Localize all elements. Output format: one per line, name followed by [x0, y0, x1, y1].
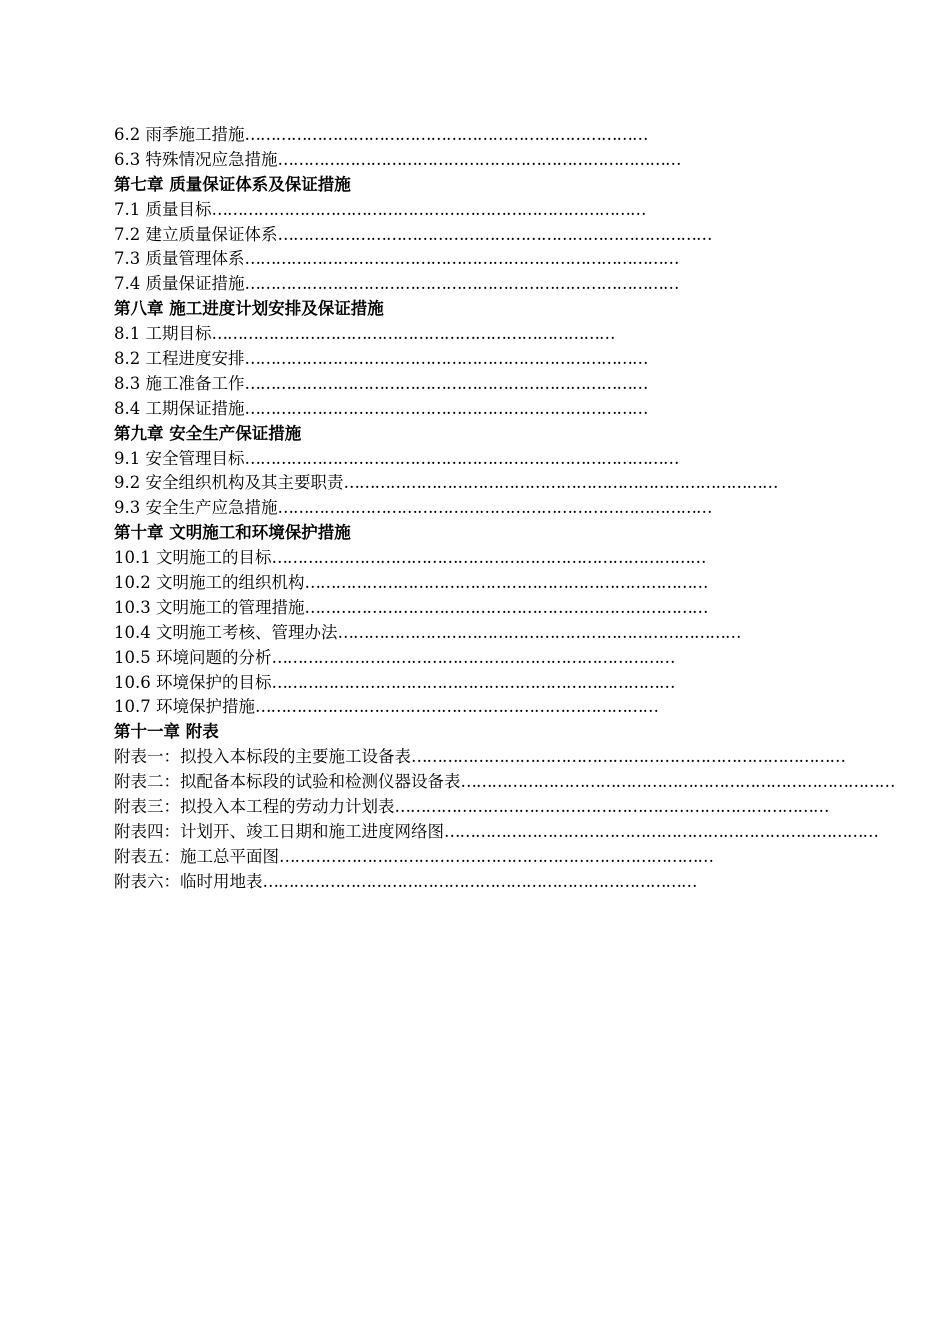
toc-entry-title: 附表三：拟投入本工程的劳动力计划表: [114, 797, 395, 817]
toc-dot-leader: ……………………………………………………………………: [244, 398, 648, 418]
toc-entry-title: 7.4 质量保证措施: [114, 274, 245, 294]
toc-entry-title: 10.1 文明施工的目标: [114, 548, 272, 568]
toc-entry-title: 7.1 质量目标: [114, 199, 212, 219]
toc-entry: [114, 223, 736, 248]
toc-dot-leader: …………………………………………………………………………: [394, 797, 829, 817]
toc-entry: [114, 272, 736, 297]
toc-entry: [114, 247, 736, 272]
toc-entry-title: 附表五：施工总平面图: [114, 846, 279, 866]
toc-entry: [114, 596, 732, 621]
toc-entry-title: 第九章 安全生产保证措施: [114, 423, 302, 443]
toc-entry: [114, 148, 722, 173]
toc-dot-leader: ……………………………………………………………………: [254, 697, 658, 717]
toc-entry-title: 8.1 工期目标: [114, 324, 212, 344]
toc-entry-title: 6.2 雨季施工措施: [114, 125, 245, 144]
toc-entry: [114, 870, 746, 895]
toc-dot-leader: …………………………………………………………………………: [244, 448, 679, 468]
toc-dot-leader: …………………………………………………………………………: [411, 747, 845, 767]
toc-entry-title: 8.3 施工准备工作: [114, 373, 245, 393]
toc-entry: [114, 646, 732, 671]
toc-entry: [114, 770, 895, 795]
toc-entry: [114, 397, 722, 422]
toc-chapter-heading: [114, 297, 722, 322]
toc-dot-leader: ……………………………………………………………………: [277, 149, 681, 169]
toc-entry: [114, 471, 778, 496]
toc-entry-title: 8.4 工期保证措施: [114, 398, 245, 418]
toc-dot-leader: …………………………………………………………………………: [277, 498, 712, 518]
toc-entry: [114, 671, 732, 696]
toc-entry-title: 10.4 文明施工考核、管理办法: [114, 622, 338, 642]
toc-entry-title: 9.1 安全管理目标: [114, 448, 245, 468]
toc-dot-leader: …………………………………………………………………………: [279, 846, 713, 866]
toc-entry: [114, 123, 722, 148]
toc-entry: [114, 546, 746, 571]
toc-chapter-heading: [114, 173, 722, 198]
toc-entry-title: 第十章 文明施工和环境保护措施: [114, 523, 351, 543]
toc-entry-title: 10.2 文明施工的组织机构: [114, 573, 305, 593]
toc-entry: [114, 845, 746, 870]
toc-entry-title: 10.5 环境问题的分析: [114, 647, 272, 667]
toc-entry-title: 6.3 特殊情况应急措施: [114, 149, 278, 169]
toc-dot-leader: ……………………………………………………………………: [211, 324, 615, 344]
toc-entry: [114, 745, 845, 770]
toc-entry-title: 10.6 环境保护的目标: [114, 672, 272, 692]
toc-entry-title: 附表二：拟配备本标段的试验和检测仪器设备表: [114, 772, 461, 792]
toc-entry: [114, 571, 732, 596]
toc-entry-title: 8.2 工程进度安排: [114, 349, 245, 369]
toc-entry: [114, 198, 736, 223]
toc-dot-leader: …………………………………………………………………………: [343, 473, 778, 493]
toc-dot-leader: ……………………………………………………………………: [304, 573, 708, 593]
toc-dot-leader: ……………………………………………………………………: [244, 125, 648, 144]
toc-dot-leader: …………………………………………………………………………: [244, 274, 679, 294]
toc-entry-title: 7.2 建立质量保证体系: [114, 224, 278, 244]
toc-dot-leader: …………………………………………………………………………: [244, 249, 679, 269]
toc-entry-title: 第八章 施工进度计划安排及保证措施: [114, 299, 384, 319]
toc-entry-title: 10.7 环境保护措施: [114, 697, 255, 717]
toc-entry-title: 附表六：临时用地表: [114, 871, 263, 891]
toc-dot-leader: …………………………………………………………………………: [444, 821, 878, 841]
toc-dot-leader: ……………………………………………………………………: [271, 672, 675, 692]
toc-chapter-heading: [114, 720, 722, 745]
toc-entry-title: 第十一章 附表: [114, 722, 219, 742]
toc-entry: [114, 347, 722, 372]
toc-entry-title: 10.3 文明施工的管理措施: [114, 597, 305, 617]
toc-dot-leader: …………………………………………………………………………: [211, 199, 646, 219]
toc-dot-leader: …………………………………………………………………………: [460, 772, 895, 792]
toc-entry-title: 附表一：拟投入本标段的主要施工设备表: [114, 747, 411, 767]
toc-entry: [114, 695, 732, 720]
toc-entry: [114, 322, 722, 347]
toc-entry-title: 9.2 安全组织机构及其主要职责: [114, 473, 344, 493]
toc-chapter-heading: [114, 422, 722, 447]
table-of-contents: [114, 123, 895, 895]
toc-dot-leader: ……………………………………………………………………: [304, 597, 708, 617]
toc-entry-title: 9.3 安全生产应急措施: [114, 498, 278, 518]
toc-dot-leader: …………………………………………………………………………: [277, 224, 712, 244]
toc-entry: [114, 621, 741, 646]
toc-entry: [114, 447, 736, 472]
toc-entry: [114, 795, 829, 820]
toc-dot-leader: …………………………………………………………………………: [271, 548, 706, 568]
toc-entry: [114, 496, 736, 521]
toc-dot-leader: …………………………………………………………………………: [262, 871, 697, 891]
toc-dot-leader: ……………………………………………………………………: [337, 622, 741, 642]
toc-dot-leader: ……………………………………………………………………: [244, 373, 648, 393]
toc-dot-leader: ……………………………………………………………………: [271, 647, 675, 667]
toc-entry-title: 第七章 质量保证体系及保证措施: [114, 174, 351, 194]
toc-entry: [114, 372, 722, 397]
toc-entry-title: 7.3 质量管理体系: [114, 249, 245, 269]
toc-entry-title: 附表四：计划开、竣工日期和施工进度网络图: [114, 821, 444, 841]
toc-entry: [114, 820, 878, 845]
toc-chapter-heading: [114, 521, 722, 546]
toc-dot-leader: ……………………………………………………………………: [244, 349, 648, 369]
